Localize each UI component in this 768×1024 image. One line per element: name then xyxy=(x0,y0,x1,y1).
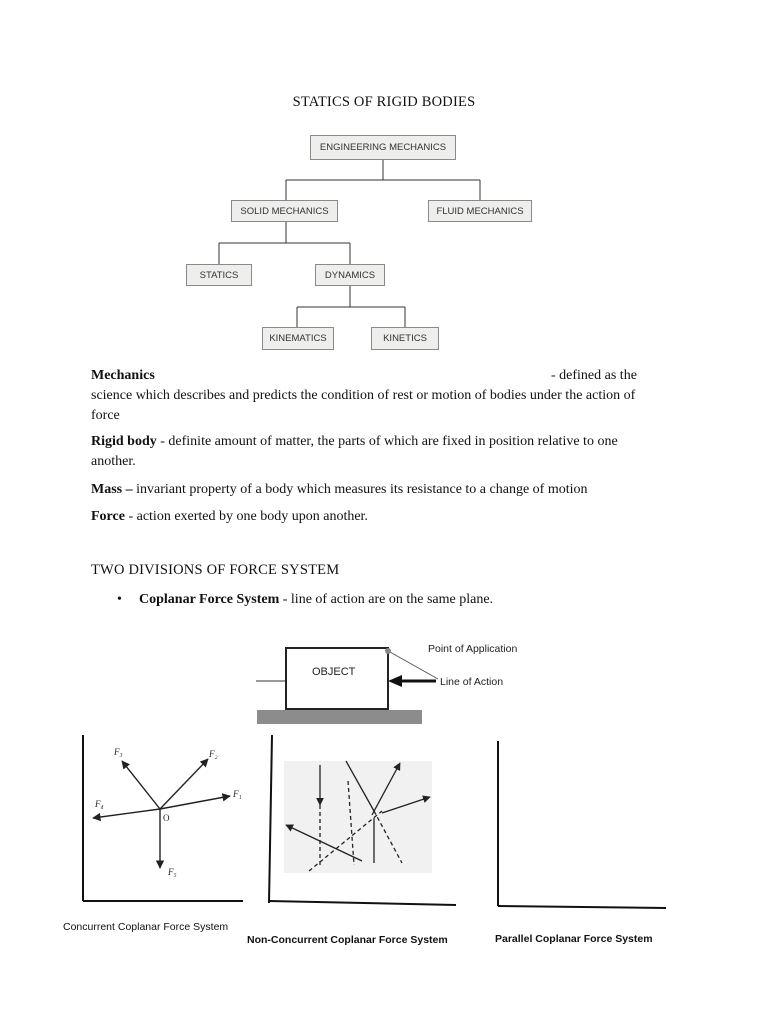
definition-rigid-body xyxy=(91,432,691,472)
definition-rigid-text: - definite amount of matter, the parts of which are fixed in position relative to one xyxy=(156,434,618,449)
tree-node-statics: STATICS xyxy=(186,264,252,286)
force-arrow-f3 xyxy=(122,761,160,809)
definition-force-text: - action exerted by one body upon another. xyxy=(124,509,368,524)
tree-node-kinematics: KINEMATICS xyxy=(262,327,334,350)
force-label-f1: F₁ xyxy=(233,789,242,799)
object-box xyxy=(286,648,388,709)
ground-surface xyxy=(257,710,422,724)
line-of-action-label: Line of Action xyxy=(440,676,504,688)
definition-mechanics-line3: force xyxy=(91,408,120,423)
arrow-head-icon xyxy=(388,675,402,687)
tree-node-kinetics: KINETICS xyxy=(371,327,439,350)
bullet-dot-icon: • xyxy=(117,592,122,607)
force-label-f4: F₄ xyxy=(95,799,104,809)
definition-mass xyxy=(91,480,691,500)
tree-connectors xyxy=(0,0,768,360)
tree-node-fluid-mechanics: FLUID MECHANICS xyxy=(428,200,532,222)
origin-label: O xyxy=(163,813,170,823)
tree-node-dynamics: DYNAMICS xyxy=(315,264,385,286)
definition-mechanics xyxy=(91,366,691,426)
figure-background xyxy=(284,761,432,873)
definition-mechanics-right: - defined as the xyxy=(551,368,637,383)
non-concurrent-figure xyxy=(264,733,464,909)
caption-concurrent: Concurrent Coplanar Force System xyxy=(63,921,229,933)
caption-parallel: Parallel Coplanar Force System xyxy=(495,933,653,945)
point-of-application-dot xyxy=(385,648,391,654)
caption-non-concurrent: Non-Concurrent Coplanar Force System xyxy=(247,934,448,946)
definition-mechanics-line2: science which describes and predicts the condition of rest or motion of bodies under the action of xyxy=(91,388,636,403)
axis-horizontal xyxy=(269,901,456,905)
object-figure xyxy=(250,632,540,728)
term-rigid-body: Rigid body xyxy=(91,434,157,449)
term-coplanar: Coplanar Force System xyxy=(139,592,280,607)
bullet-coplanar xyxy=(117,592,493,608)
parallel-figure xyxy=(494,739,670,911)
bullet-coplanar-text: - line of action are on the same plane. xyxy=(279,592,494,607)
definition-mass-text: invariant property of a body which measures its resistance to a change of motion xyxy=(132,482,588,497)
axis-vertical xyxy=(269,735,272,903)
definition-rigid-line2: another. xyxy=(91,454,136,469)
concurrent-figure xyxy=(78,733,248,905)
point-leader-line xyxy=(390,652,438,679)
section-heading: TWO DIVISIONS OF FORCE SYSTEM xyxy=(91,562,340,578)
force-label-f3: F₃ xyxy=(114,747,123,757)
page-title: STATICS OF RIGID BODIES xyxy=(292,94,476,110)
tree-node-engineering-mechanics: ENGINEERING MECHANICS xyxy=(310,135,456,160)
definition-force xyxy=(91,507,691,527)
term-mass: Mass – xyxy=(91,482,133,497)
tree-node-solid-mechanics: SOLID MECHANICS xyxy=(231,200,338,222)
force-arrow-f4 xyxy=(93,809,160,818)
point-of-application-label: Point of Application xyxy=(428,643,518,655)
term-mechanics: Mechanics xyxy=(91,368,155,383)
object-label: OBJECT xyxy=(312,666,356,678)
force-label-f2: F₂ xyxy=(209,749,218,759)
axis-horizontal xyxy=(498,906,666,908)
force-label-f5: F₅ xyxy=(168,867,177,877)
term-force: Force xyxy=(91,509,125,524)
